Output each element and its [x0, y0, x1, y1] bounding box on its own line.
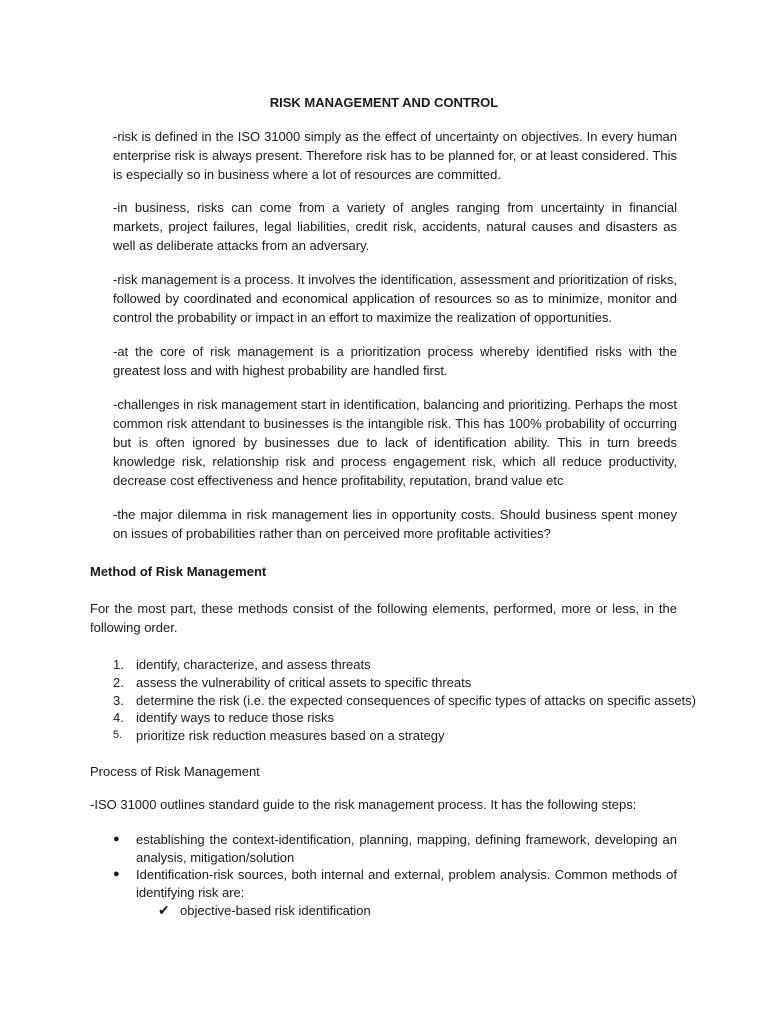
bullet-icon: ● [113, 833, 120, 845]
list-text: prioritize risk reduction measures based on a strategy [136, 728, 445, 744]
list-text: identify ways to reduce those risks [136, 710, 334, 726]
checkmark-icon: ✔ [158, 902, 170, 918]
list-text: determine the risk (i.e. the expected consequences of specific types of attacks on specific assets) [136, 692, 697, 708]
list-item [113, 692, 697, 710]
method-steps-list [113, 656, 697, 745]
sub-list-item [158, 901, 371, 920]
paragraph-dilemma: -the major dilemma in risk management lies in opportunity costs. Should business spent money on issues of probabilities rather than on perceived more profitable activities? [113, 507, 677, 541]
list-text: establishing the context-identification, planning, mapping, defining framework, developing an analysis, mitigation/solution [136, 832, 677, 865]
list-item [113, 831, 677, 866]
paragraph-challenges: -challenges in risk management start in identification, balancing and prioritizing. Perhaps the most common risk attendant to businesses is the intangible risk. This has 100% probability of occurring but is often ignored by businesses due to lack of identification ability. This in turn breeds knowledge risk, relationship risk and process engagement risk, which all reduce productivity, decrease cost effectiveness and hence profitability, reputation, brand value etc [113, 397, 677, 488]
paragraph-prioritization: -at the core of risk management is a prioritization process whereby identified risks with the greatest loss and with highest probability are handled first. [113, 344, 677, 378]
process-intro: -ISO 31000 outlines standard guide to the risk management process. It has the following steps: [90, 797, 637, 812]
process-heading: Process of Risk Management [90, 764, 260, 779]
list-number: 3. [113, 692, 124, 708]
method-intro: For the most part, these methods consist of the following elements, performed, more or less, in the following order. [90, 601, 677, 635]
list-item [113, 727, 693, 745]
list-number: 2. [113, 674, 124, 690]
document-title: RISK MANAGEMENT AND CONTROL [269, 95, 499, 110]
list-item [113, 709, 693, 727]
list-item [113, 866, 677, 901]
process-bullets-list [113, 831, 677, 901]
list-item [113, 656, 693, 674]
list-text: objective-based risk identification [180, 903, 371, 918]
list-item [113, 674, 693, 692]
list-text: assess the vulnerability of critical assets to specific threats [136, 674, 472, 690]
method-heading: Method of Risk Management [90, 564, 267, 579]
list-text: identify, characterize, and assess threats [136, 657, 371, 672]
list-text: Identification-risk sources, both internal and external, problem analysis. Common methods of identifying risk are: [136, 867, 677, 900]
bullet-icon: ● [113, 868, 120, 880]
paragraph-risk-sources: -in business, risks can come from a variety of angles ranging from uncertainty in financial markets, project failures, legal liabilities, credit risk, accidents, natural causes and disasters as well as deliberate attacks from an adversary. [113, 200, 677, 253]
list-number: 1. [113, 657, 124, 672]
list-number: 5. [113, 729, 123, 742]
list-number: 4. [113, 710, 124, 726]
paragraph-risk-process: -risk management is a process. It involves the identification, assessment and prioritization of risks, followed by coordinated and economical application of resources so as to minimize, monitor and control the probability or impact in an effort to maximize the realization of opportunities. [113, 272, 677, 325]
paragraph-risk-definition: -risk is defined in the ISO 31000 simply as the effect of uncertainty on objectives. In every human enterprise risk is always present. Therefore risk has to be planned for, or at least considered. This is especially so in business where a lot of resources are committed. [113, 129, 677, 182]
